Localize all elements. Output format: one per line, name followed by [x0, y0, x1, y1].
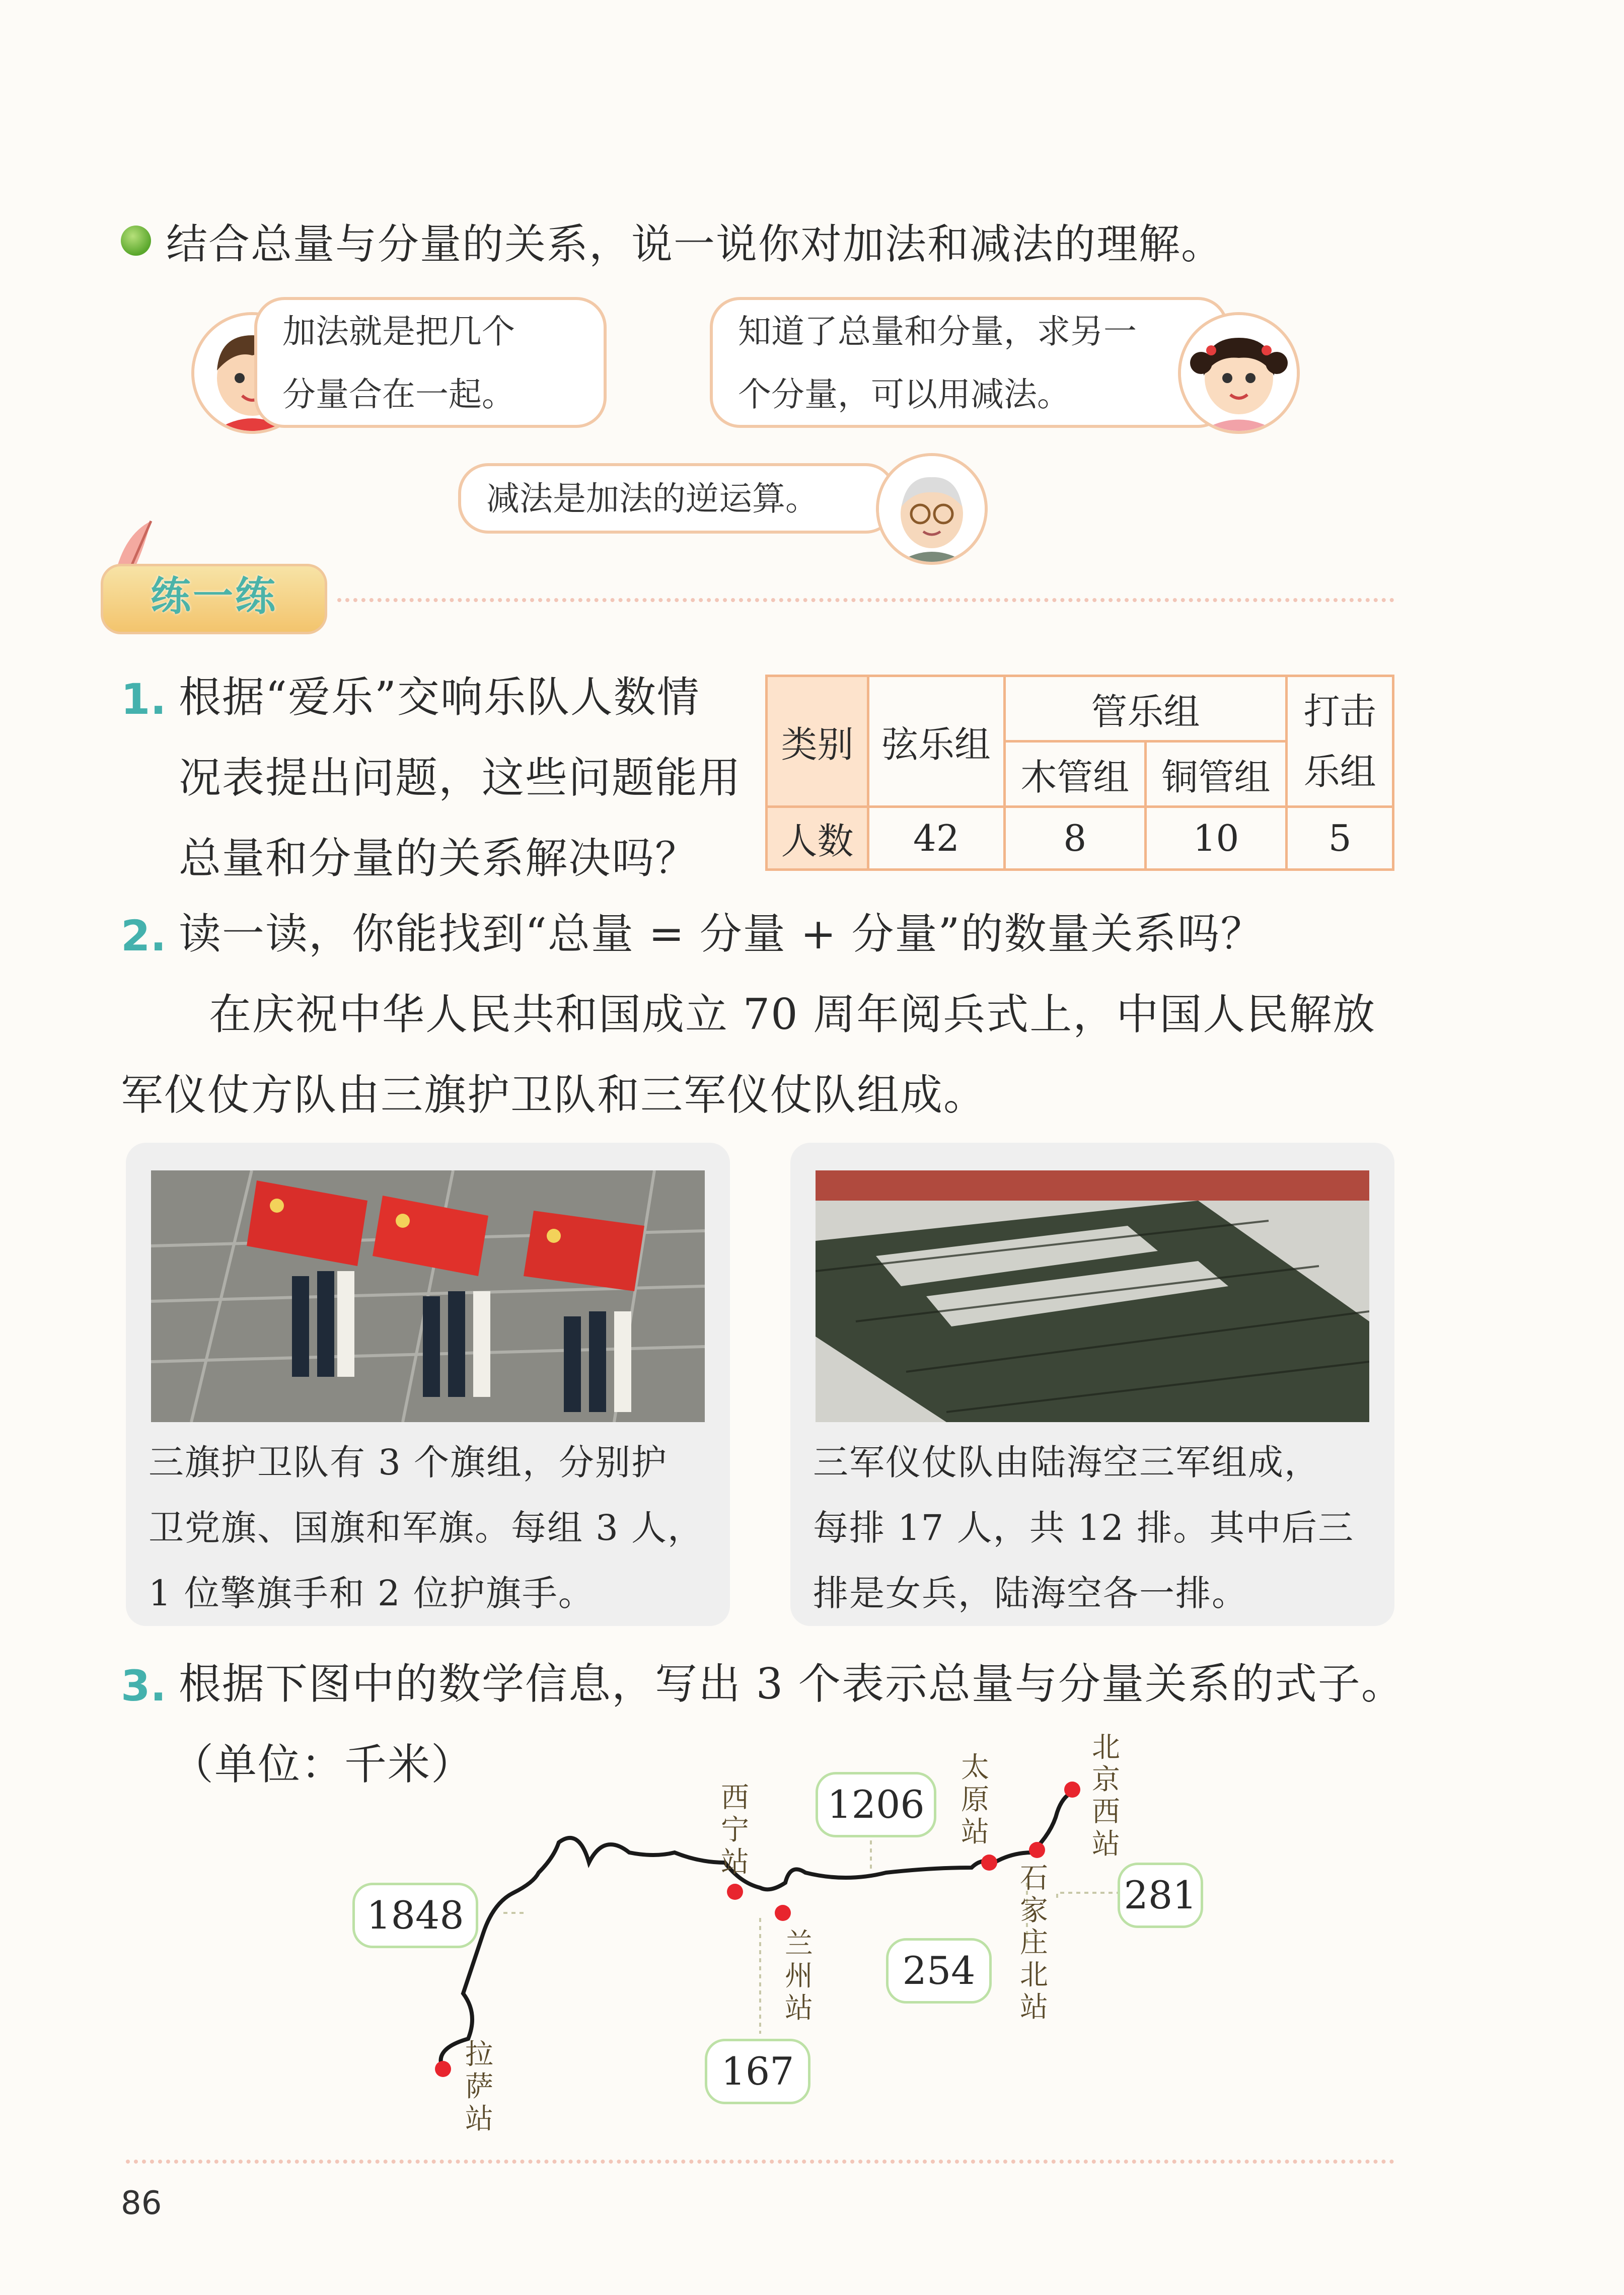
caption-line: 1 位擎旗手和 2 位护旗手。 [149, 1573, 595, 1614]
station-dot-taiyuan [981, 1855, 997, 1871]
green-bullet-icon [121, 226, 151, 256]
table-header-winds: 管乐组 [1004, 676, 1287, 742]
honor-guard-photo [816, 1170, 1369, 1422]
table-header-percussion [1287, 676, 1393, 807]
station-label-lhasa: 拉萨站 [465, 2038, 493, 2135]
station-label-beijing: 北京西站 [1092, 1731, 1120, 1861]
section-divider [337, 598, 1394, 602]
question-number: 1. [121, 675, 167, 724]
station-label-xining: 西宁站 [721, 1782, 749, 1879]
boy-speech-bubble [254, 297, 607, 428]
flag-guard-photo [151, 1170, 705, 1422]
section-title-text: 练一练 [151, 573, 277, 620]
section-title [101, 564, 327, 634]
caption-line: 排是女兵，陆海空各一排。 [813, 1573, 1248, 1614]
footer-divider [126, 2160, 1394, 2164]
distance-lanzhou-taiyuan: 1206 [816, 1772, 936, 1837]
caption-line: 卫党旗、国旗和军旗。每组 3 人， [149, 1507, 704, 1548]
unit-label: （单位：千米） [171, 1740, 475, 1789]
distance-taiyuan-sjz: 254 [886, 1938, 992, 2004]
percussion-line: 乐组 [1303, 750, 1376, 793]
distance-sjz-beijing: 281 [1118, 1863, 1203, 1928]
percussion-line: 打击 [1303, 690, 1376, 732]
boy-speech-line: 加法就是把几个 [282, 312, 515, 351]
intro-text: 结合总量与分量的关系，说一说你对加法和减法的理解。 [166, 220, 1224, 268]
station-dot-beijing [1064, 1782, 1080, 1798]
girl-speech-line: 个分量，可以用减法。 [738, 375, 1070, 414]
orchestra-table [765, 675, 1394, 871]
table-header-strings: 弦乐组 [868, 676, 1004, 807]
girl-speech-bubble [710, 297, 1228, 428]
teacher-speech-bubble: 减法是加法的逆运算。 [458, 463, 896, 534]
station-dot-sjz [1029, 1842, 1045, 1858]
boy-speech-line: 分量合在一起。 [282, 375, 515, 414]
girl-speech-line: 知道了总量和分量，求另一 [738, 312, 1137, 351]
question-3-title: 根据下图中的数学信息，写出 3 个表示总量与分量关系的式子。 [179, 1659, 1405, 1709]
question-1-line: 况表提出问题，这些问题能用 [179, 753, 742, 802]
caption-line: 每排 17 人，共 12 排。其中后三 [813, 1507, 1355, 1548]
question-1-line: 根据“爱乐”交响乐队人数情 [179, 673, 700, 722]
flag-guard-caption [149, 1430, 704, 1626]
station-dot-lhasa [435, 2061, 451, 2077]
station-label-lanzhou: 兰州站 [785, 1928, 813, 2025]
station-label-taiyuan: 太原站 [961, 1751, 989, 1848]
station-dot-lanzhou [775, 1905, 791, 1921]
teacher-avatar-icon [876, 453, 988, 565]
table-cell: 8 [1004, 807, 1145, 870]
question-2-paragraph [121, 974, 1376, 1135]
paragraph-line: 在庆祝中华人民共和国成立 70 周年阅兵式上，中国人民解放 [209, 990, 1376, 1039]
table-row-label: 人数 [767, 807, 868, 870]
honor-guard-caption [813, 1430, 1354, 1626]
caption-line: 三军仪仗队由陆海空三军组成， [813, 1442, 1320, 1483]
caption-line: 三旗护卫队有 3 个旗组，分别护 [149, 1442, 668, 1483]
table-cell: 10 [1145, 807, 1287, 870]
distance-lhasa-xining: 1848 [352, 1883, 478, 1948]
table-cell: 5 [1287, 807, 1393, 870]
table-cell: 42 [868, 807, 1004, 870]
page-number: 86 [121, 2185, 162, 2222]
table-header-brass: 铜管组 [1145, 742, 1287, 807]
station-dot-xining [727, 1884, 743, 1900]
question-1-text [179, 657, 742, 899]
distance-xining-lanzhou: 167 [705, 2039, 810, 2104]
station-label-sjz: 石家庄北站 [1020, 1862, 1048, 2024]
question-number: 2. [121, 911, 167, 960]
table-header-woodwind: 木管组 [1004, 742, 1145, 807]
girl-avatar-icon [1178, 312, 1300, 434]
question-1-line: 总量和分量的关系解决吗？ [179, 834, 699, 883]
question-number: 3. [121, 1661, 167, 1711]
table-header-category: 类别 [767, 676, 868, 807]
paragraph-line: 军仪仗方队由三旗护卫队和三军仪仗队组成。 [121, 1070, 987, 1120]
question-2-title: 读一读，你能找到“总量 = 分量 + 分量”的数量关系吗？ [179, 909, 1264, 958]
